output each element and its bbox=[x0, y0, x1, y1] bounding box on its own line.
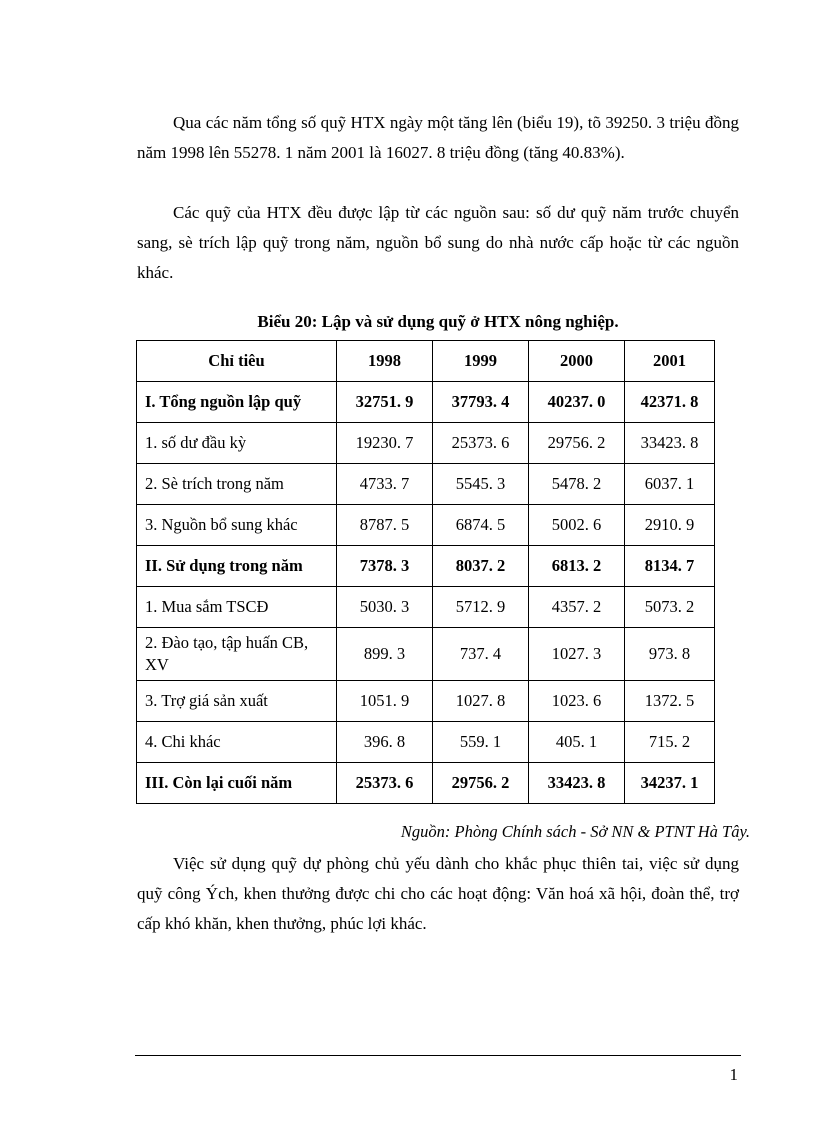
table-row bbox=[137, 546, 715, 587]
header-year-2000: 2000 bbox=[529, 341, 625, 382]
cell-1999: 5545. 3 bbox=[433, 464, 529, 505]
table-caption: Biểu 20: Lập và sử dụng quỹ ở HTX nông nghiệp. bbox=[257, 312, 619, 331]
cell-1998: 396. 8 bbox=[337, 722, 433, 763]
cell-2001: 34237. 1 bbox=[625, 763, 715, 804]
cell-2000: 40237. 0 bbox=[529, 382, 625, 423]
cell-2001: 8134. 7 bbox=[625, 546, 715, 587]
footer-divider bbox=[135, 1055, 741, 1056]
row-label: 3. Trợ giá sản xuất bbox=[137, 681, 337, 722]
cell-2001: 42371. 8 bbox=[625, 382, 715, 423]
row-label: 2. Sè trích trong năm bbox=[137, 464, 337, 505]
cell-1999: 5712. 9 bbox=[433, 587, 529, 628]
cell-2001: 5073. 2 bbox=[625, 587, 715, 628]
table-source-note: Nguồn: Phòng Chính sách - Sở NN & PTNT Hà Tây. bbox=[400, 822, 750, 841]
cell-1998: 1051. 9 bbox=[337, 681, 433, 722]
cell-2001: 973. 8 bbox=[625, 628, 715, 681]
row-label: 1. số dư đầu kỳ bbox=[137, 423, 337, 464]
paragraph-fund-growth: Qua các năm tổng số quỹ HTX ngày một tăng lên (biểu 19), tõ 39250. 3 triệu đồng năm 1998 lên 55278. 1 năm 2001 là 16027. 8 triệu đồng (tăng 40.83%). bbox=[137, 113, 739, 162]
table-row bbox=[137, 763, 715, 804]
row-label: 3. Nguồn bổ sung khác bbox=[137, 505, 337, 546]
fund-table bbox=[136, 340, 715, 804]
cell-1999: 25373. 6 bbox=[433, 423, 529, 464]
header-year-1998: 1998 bbox=[337, 341, 433, 382]
cell-2001: 33423. 8 bbox=[625, 423, 715, 464]
cell-2000: 5002. 6 bbox=[529, 505, 625, 546]
cell-1999: 37793. 4 bbox=[433, 382, 529, 423]
paragraph-fund-sources: Các quỹ của HTX đều được lập từ các nguồn sau: số dư quỹ năm trước chuyển sang, sè trích lập quỹ trong năm, nguồn bổ sung do nhà nước cấp hoặc từ các nguồn khác. bbox=[137, 203, 739, 282]
cell-1999: 737. 4 bbox=[433, 628, 529, 681]
cell-1998: 7378. 3 bbox=[337, 546, 433, 587]
cell-1998: 5030. 3 bbox=[337, 587, 433, 628]
table-row bbox=[137, 423, 715, 464]
table-row bbox=[137, 628, 715, 681]
cell-2000: 5478. 2 bbox=[529, 464, 625, 505]
table-row bbox=[137, 587, 715, 628]
header-indicator: Chỉ tiêu bbox=[137, 341, 337, 382]
row-label: 1. Mua sắm TSCĐ bbox=[137, 587, 337, 628]
cell-1998: 8787. 5 bbox=[337, 505, 433, 546]
cell-2001: 6037. 1 bbox=[625, 464, 715, 505]
cell-2000: 4357. 2 bbox=[529, 587, 625, 628]
cell-2001: 1372. 5 bbox=[625, 681, 715, 722]
cell-1998: 4733. 7 bbox=[337, 464, 433, 505]
cell-2000: 1027. 3 bbox=[529, 628, 625, 681]
cell-1999: 29756. 2 bbox=[433, 763, 529, 804]
cell-1998: 899. 3 bbox=[337, 628, 433, 681]
row-label: 4. Chi khác bbox=[137, 722, 337, 763]
cell-1998: 25373. 6 bbox=[337, 763, 433, 804]
table-row bbox=[137, 681, 715, 722]
header-year-2001: 2001 bbox=[625, 341, 715, 382]
paragraph-fund-usage: Việc sử dụng quỹ dự phòng chủ yếu dành cho khắc phục thiên tai, việc sử dụng quỹ công Ých, khen thưởng được chi cho các hoạt động: Văn hoá xã hội, đoàn thể, trợ cấp khó khăn, khen thưởng, phúc lợi khác. bbox=[137, 854, 739, 933]
cell-2000: 1023. 6 bbox=[529, 681, 625, 722]
cell-1999: 8037. 2 bbox=[433, 546, 529, 587]
page-number: 1 bbox=[729, 1065, 738, 1084]
cell-1999: 559. 1 bbox=[433, 722, 529, 763]
cell-2000: 29756. 2 bbox=[529, 423, 625, 464]
cell-2001: 2910. 9 bbox=[625, 505, 715, 546]
cell-1998: 19230. 7 bbox=[337, 423, 433, 464]
row-label: 2. Đào tạo, tập huấn CB, XV bbox=[137, 628, 337, 681]
cell-1999: 1027. 8 bbox=[433, 681, 529, 722]
table-row bbox=[137, 464, 715, 505]
cell-2000: 6813. 2 bbox=[529, 546, 625, 587]
row-label: I. Tổng nguồn lập quỹ bbox=[137, 382, 337, 423]
row-label: III. Còn lại cuối năm bbox=[137, 763, 337, 804]
cell-2001: 715. 2 bbox=[625, 722, 715, 763]
table-row bbox=[137, 505, 715, 546]
cell-1998: 32751. 9 bbox=[337, 382, 433, 423]
cell-2000: 405. 1 bbox=[529, 722, 625, 763]
row-label: II. Sử dụng trong năm bbox=[137, 546, 337, 587]
table-row bbox=[137, 382, 715, 423]
header-year-1999: 1999 bbox=[433, 341, 529, 382]
cell-2000: 33423. 8 bbox=[529, 763, 625, 804]
table-header-row bbox=[137, 341, 715, 382]
table-row bbox=[137, 722, 715, 763]
cell-1999: 6874. 5 bbox=[433, 505, 529, 546]
